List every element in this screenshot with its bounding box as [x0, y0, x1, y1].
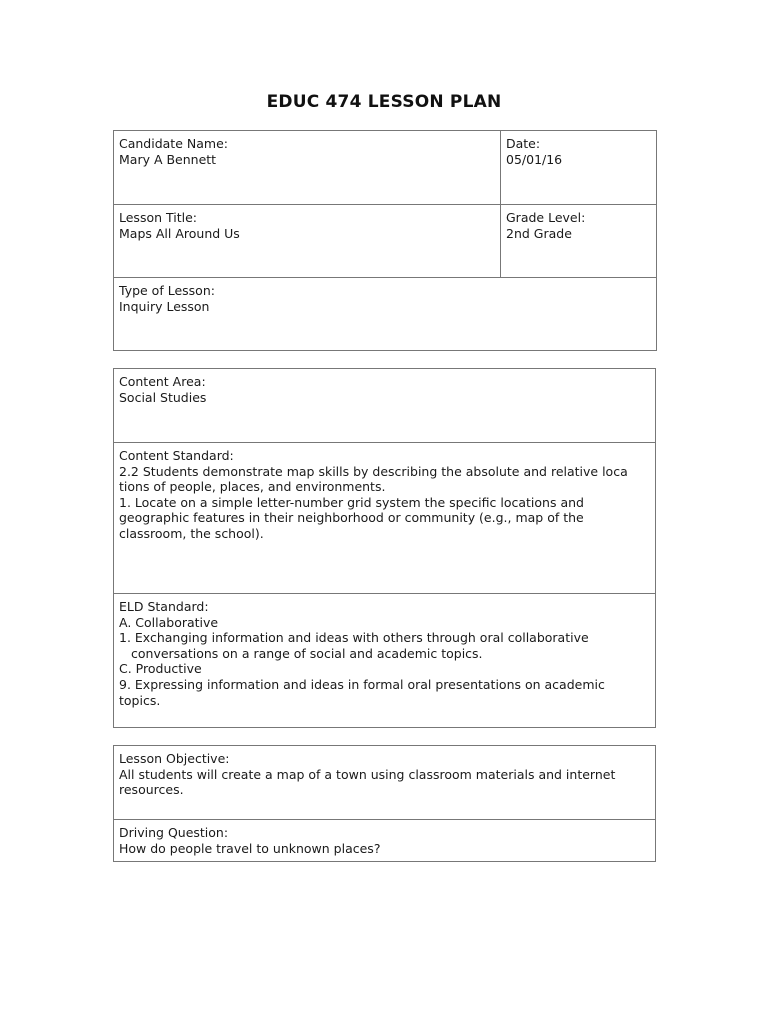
- lesson-title-label: Lesson Title:: [119, 210, 198, 225]
- grade-level-cell: [501, 205, 657, 278]
- date-label: Date:: [506, 136, 541, 151]
- eld-standard-line: 1. Exchanging information and ideas with others through oral collaborative: [119, 630, 589, 646]
- content-standard-line: classroom, the school).: [119, 525, 264, 541]
- date-value: 05/01/16: [506, 151, 563, 167]
- content-standard-cell: [114, 443, 656, 594]
- driving-question-label: Driving Question:: [119, 825, 229, 840]
- content-standard-line: 2.2 Students demonstrate map skills by describing the absolute and relative loca: [119, 463, 628, 479]
- content-standard-label: Content Standard:: [119, 448, 234, 463]
- lesson-info-table: [113, 130, 657, 351]
- content-standard-line: 1. Locate on a simple letter-number grid system the specific locations and: [119, 494, 584, 510]
- page-title: EDUC 474 LESSON PLAN: [266, 92, 502, 112]
- lesson-objective-label: Lesson Objective:: [119, 751, 230, 766]
- lesson-type-cell: [114, 278, 657, 351]
- eld-standard-line: 9. Expressing information and ideas in formal oral presentations on academic topics.: [119, 676, 605, 708]
- lesson-objective-cell: [114, 746, 656, 820]
- content-area-value: Social Studies: [119, 389, 207, 405]
- eld-standard-line: C. Productive: [119, 661, 202, 677]
- driving-question-value: How do people travel to unknown places?: [119, 840, 381, 856]
- objective-table: [113, 745, 656, 862]
- grade-level-label: Grade Level:: [506, 210, 586, 225]
- eld-standard-line: conversations on a range of social and academic topics.: [131, 645, 483, 661]
- date-cell: [501, 131, 657, 205]
- candidate-name-label: Candidate Name:: [119, 136, 228, 151]
- lesson-type-label: Type of Lesson:: [119, 283, 215, 298]
- candidate-name-value: Mary A Bennett: [119, 151, 217, 167]
- standards-table: [113, 368, 656, 728]
- lesson-objective-line: All students will create a map of a town using classroom materials and internet: [119, 766, 616, 782]
- eld-standard-label: ELD Standard:: [119, 599, 209, 614]
- lesson-title-cell: [114, 205, 501, 278]
- content-standard-line: tions of people, places, and environments.: [119, 479, 386, 495]
- lesson-type-value: Inquiry Lesson: [119, 298, 210, 314]
- candidate-name-cell: [114, 131, 501, 205]
- lesson-objective-line: resources.: [119, 782, 184, 798]
- eld-standard-cell: [114, 594, 656, 728]
- driving-question-cell: [114, 820, 656, 862]
- content-area-cell: [114, 369, 656, 443]
- eld-standard-line: A. Collaborative: [119, 614, 219, 630]
- grade-level-value: 2nd Grade: [506, 225, 572, 241]
- content-standard-line: geographic features in their neighborhood or community (e.g., map of the: [119, 510, 584, 526]
- content-area-label: Content Area:: [119, 374, 206, 389]
- lesson-title-value: Maps All Around Us: [119, 225, 240, 241]
